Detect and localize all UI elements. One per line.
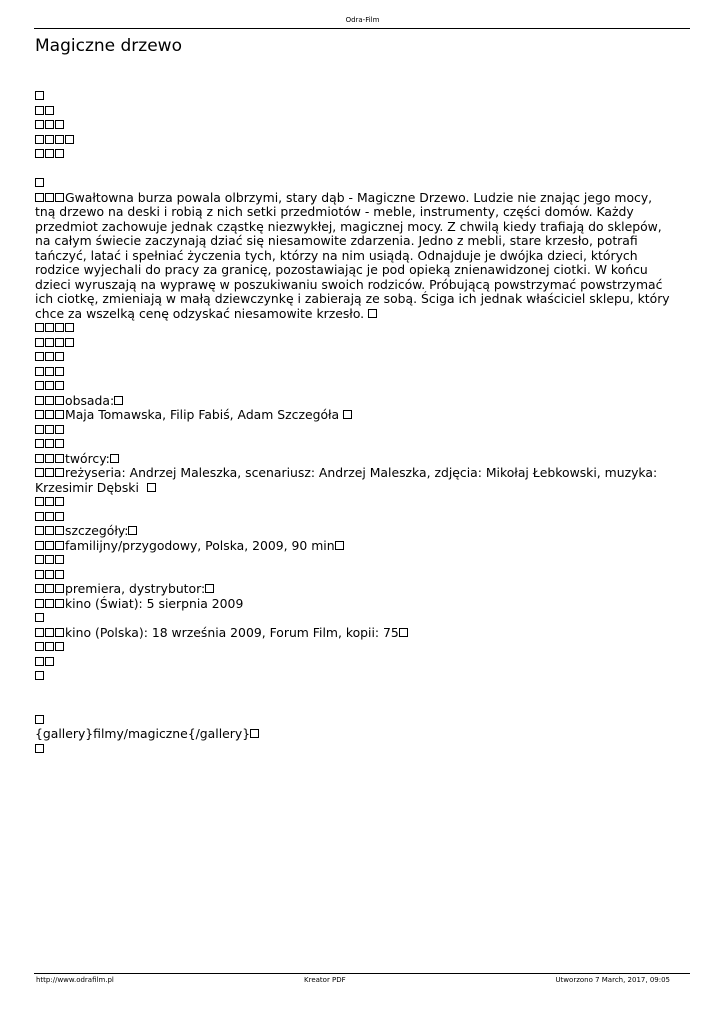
missing-glyph-box xyxy=(35,454,44,463)
missing-glyph-box xyxy=(45,584,54,593)
missing-glyph-box xyxy=(35,526,44,535)
description-paragraph xyxy=(35,191,675,322)
crew-value: reżyseria: Andrzej Maleszka, scenariusz: Andrzej Maleszka, zdjęcia: Mikołaj Łebkowski, muzyka: Krzesimir Dębski xyxy=(35,465,658,495)
missing-glyph-box xyxy=(35,396,44,405)
missing-glyph-box xyxy=(65,135,74,144)
cast-value-row xyxy=(35,408,675,423)
missing-glyph-box xyxy=(250,729,259,738)
missing-glyph-box xyxy=(45,410,54,419)
glyph-row xyxy=(35,176,675,191)
glyph-row xyxy=(35,742,675,757)
missing-glyph-box xyxy=(45,628,54,637)
glyph-row xyxy=(35,423,675,438)
missing-glyph-box xyxy=(399,628,408,637)
missing-glyph-box xyxy=(45,338,54,347)
missing-glyph-box xyxy=(35,91,44,100)
missing-glyph-box xyxy=(35,657,44,666)
missing-glyph-box xyxy=(45,439,54,448)
missing-glyph-box xyxy=(45,367,54,376)
missing-glyph-box xyxy=(35,135,44,144)
premiere-world-row xyxy=(35,597,675,612)
missing-glyph-box xyxy=(55,497,64,506)
missing-glyph-box xyxy=(35,744,44,753)
glyph-row xyxy=(35,640,675,655)
missing-glyph-box xyxy=(55,381,64,390)
footer-divider xyxy=(34,973,690,974)
missing-glyph-box xyxy=(55,135,64,144)
glyph-row xyxy=(35,568,675,583)
details-value-row xyxy=(35,539,675,554)
missing-glyph-box xyxy=(343,410,352,419)
glyph-row xyxy=(35,350,675,365)
missing-glyph-box xyxy=(55,425,64,434)
missing-glyph-box xyxy=(35,555,44,564)
missing-glyph-box xyxy=(45,193,54,202)
missing-glyph-box xyxy=(35,570,44,579)
missing-glyph-box xyxy=(335,541,344,550)
missing-glyph-box xyxy=(45,570,54,579)
missing-glyph-box xyxy=(35,512,44,521)
gallery-tag: {gallery}filmy/magiczne{/gallery} xyxy=(35,726,251,741)
missing-glyph-box xyxy=(45,425,54,434)
missing-glyph-box xyxy=(55,599,64,608)
missing-glyph-box xyxy=(45,497,54,506)
missing-glyph-box xyxy=(35,613,44,622)
missing-glyph-box xyxy=(35,193,44,202)
glyph-row xyxy=(35,437,675,452)
missing-glyph-box xyxy=(45,512,54,521)
missing-glyph-box xyxy=(35,381,44,390)
missing-glyph-box xyxy=(35,468,44,477)
premiere-poland: kino (Polska): 18 września 2009, Forum Film, kopii: 75 xyxy=(65,624,399,640)
missing-glyph-box xyxy=(55,352,64,361)
missing-glyph-box xyxy=(35,715,44,724)
missing-glyph-box xyxy=(35,410,44,419)
gallery-row xyxy=(35,727,675,742)
missing-glyph-box xyxy=(45,396,54,405)
missing-glyph-box xyxy=(35,425,44,434)
missing-glyph-box xyxy=(35,541,44,550)
page-title: Magiczne drzewo xyxy=(35,36,182,56)
missing-glyph-box xyxy=(55,367,64,376)
glyph-row xyxy=(35,118,675,133)
glyph-row xyxy=(35,713,675,728)
blank-line xyxy=(35,162,675,177)
glyph-row xyxy=(35,611,675,626)
missing-glyph-box xyxy=(45,541,54,550)
missing-glyph-box xyxy=(55,570,64,579)
blank-line xyxy=(35,698,675,713)
missing-glyph-box xyxy=(35,149,44,158)
missing-glyph-box xyxy=(55,512,64,521)
missing-glyph-box xyxy=(45,106,54,115)
glyph-row xyxy=(35,553,675,568)
header-divider xyxy=(34,28,690,29)
glyph-row xyxy=(35,510,675,525)
missing-glyph-box xyxy=(65,338,74,347)
missing-glyph-box xyxy=(55,584,64,593)
missing-glyph-box xyxy=(45,120,54,129)
missing-glyph-box xyxy=(128,526,137,535)
blank-line xyxy=(35,684,675,699)
glyph-row xyxy=(35,365,675,380)
missing-glyph-box xyxy=(35,178,44,187)
missing-glyph-box xyxy=(35,106,44,115)
missing-glyph-box xyxy=(35,671,44,680)
premiere-label-row xyxy=(35,582,675,597)
header-site-name: Odra-Film xyxy=(345,16,380,24)
footer-generator: Kreator PDF xyxy=(304,976,346,984)
missing-glyph-box xyxy=(55,628,64,637)
missing-glyph-box xyxy=(45,454,54,463)
glyph-row xyxy=(35,655,675,670)
missing-glyph-box xyxy=(45,323,54,332)
glyph-row xyxy=(35,89,675,104)
details-value: familijny/przygodowy, Polska, 2009, 90 min xyxy=(65,537,335,553)
cast-label: obsada: xyxy=(65,392,115,408)
missing-glyph-box xyxy=(55,323,64,332)
glyph-row xyxy=(35,147,675,162)
missing-glyph-box xyxy=(65,323,74,332)
premiere-poland-row xyxy=(35,626,675,641)
missing-glyph-box xyxy=(35,338,44,347)
article-body xyxy=(35,89,675,756)
missing-glyph-box xyxy=(35,367,44,376)
missing-glyph-box xyxy=(35,439,44,448)
missing-glyph-box xyxy=(35,642,44,651)
glyph-row xyxy=(35,104,675,119)
missing-glyph-box xyxy=(35,497,44,506)
missing-glyph-box xyxy=(110,454,119,463)
missing-glyph-box xyxy=(55,193,64,202)
missing-glyph-box xyxy=(205,584,214,593)
missing-glyph-box xyxy=(147,483,156,492)
missing-glyph-box xyxy=(45,149,54,158)
crew-label-row xyxy=(35,452,675,467)
missing-glyph-box xyxy=(45,642,54,651)
crew-value-row xyxy=(35,466,675,495)
missing-glyph-box xyxy=(35,584,44,593)
crew-label: twórcy: xyxy=(65,450,110,466)
missing-glyph-box xyxy=(45,381,54,390)
missing-glyph-box xyxy=(35,628,44,637)
missing-glyph-box xyxy=(45,526,54,535)
footer-url: http://www.odrafilm.pl xyxy=(36,976,114,984)
missing-glyph-box xyxy=(55,120,64,129)
missing-glyph-box xyxy=(55,149,64,158)
cast-value: Maja Tomawska, Filip Fabiś, Adam Szczegóła xyxy=(65,407,340,422)
missing-glyph-box xyxy=(55,526,64,535)
missing-glyph-box xyxy=(55,555,64,564)
missing-glyph-box xyxy=(35,323,44,332)
missing-glyph-box xyxy=(114,396,123,405)
premiere-world: kino (Świat): 5 sierpnia 2009 xyxy=(65,595,244,611)
missing-glyph-box xyxy=(55,439,64,448)
missing-glyph-box xyxy=(45,468,54,477)
premiere-label: premiera, dystrybutor: xyxy=(65,581,206,596)
missing-glyph-box xyxy=(55,338,64,347)
glyph-row xyxy=(35,336,675,351)
missing-glyph-box xyxy=(45,555,54,564)
missing-glyph-box xyxy=(55,541,64,550)
missing-glyph-box xyxy=(55,396,64,405)
missing-glyph-box xyxy=(368,309,377,318)
missing-glyph-box xyxy=(45,599,54,608)
footer-created: Utworzono 7 March, 2017, 09:05 xyxy=(555,976,670,984)
missing-glyph-box xyxy=(55,454,64,463)
missing-glyph-box xyxy=(35,352,44,361)
missing-glyph-box xyxy=(45,657,54,666)
missing-glyph-box xyxy=(45,352,54,361)
glyph-row xyxy=(35,495,675,510)
details-label: szczegóły: xyxy=(65,523,129,538)
details-label-row xyxy=(35,524,675,539)
glyph-row xyxy=(35,133,675,148)
missing-glyph-box xyxy=(35,120,44,129)
description-text: Gwałtowna burza powala olbrzymi, stary dąb - Magiczne Drzewo. Ludzie nie znając jego mocy, tną drzewo na deski i robią z nich setki przedmiotów - meble, instrumenty, części domów. Każdy przedmiot zachowuje jednak cząstkę niezwykłej, magicznej mocy. Z chwilą kiedy trafiają do sklepów, na całym świecie zaczynają dziać się niesamowite zdarzenia. Jedno z mebli, stare krzesło, potrafi tańczyć, latać i spełniać życzenia tych, którzy na nim usiądą. Odnajduje je dwójka dzieci, których rodzice wyjechali do pracy za granicę, pozostawiając je pod opieką znienawidzonej ciotki. W końcu dzieci wyruszają na wyprawę w poszukiwaniu swoich rodziców. Próbującą powstrzymać powstrzymać ich ciotkę, zmieniają w małą dziewczynkę i zabierają ze sobą. Ściga ich jednak właściciel sklepu, który chce za wszelką cenę odzyskać niesamowite krzesło. xyxy=(35,189,670,321)
glyph-row xyxy=(35,379,675,394)
missing-glyph-box xyxy=(55,410,64,419)
missing-glyph-box xyxy=(45,135,54,144)
missing-glyph-box xyxy=(35,599,44,608)
missing-glyph-box xyxy=(55,642,64,651)
missing-glyph-box xyxy=(55,468,64,477)
glyph-row xyxy=(35,321,675,336)
cast-label-row xyxy=(35,394,675,409)
glyph-row xyxy=(35,669,675,684)
